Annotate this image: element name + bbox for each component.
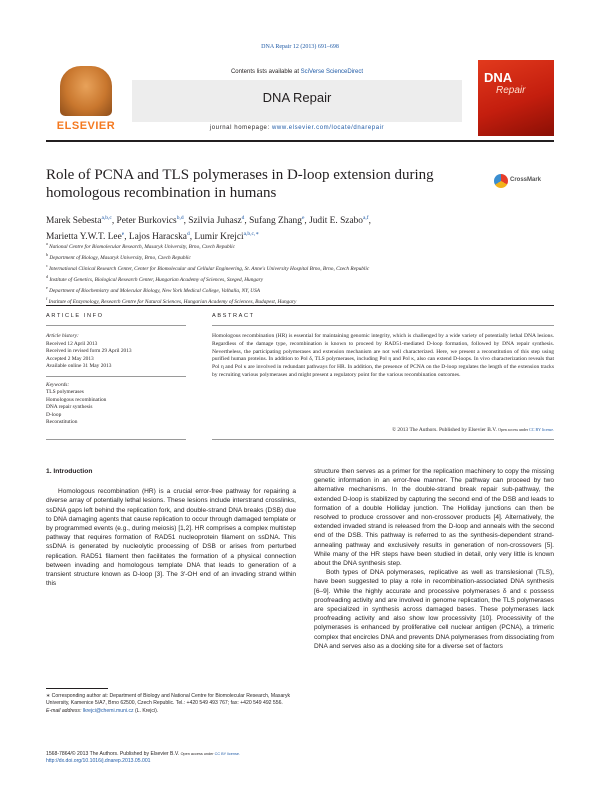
abstract-bottom-rule — [212, 439, 554, 440]
banner-divider — [46, 140, 554, 142]
author-affil-marker[interactable]: e — [121, 231, 125, 238]
homepage-link[interactable]: www.elsevier.com/locate/dnarepair — [271, 125, 385, 131]
history-item: Available online 31 May 2013 — [46, 363, 112, 369]
affiliation-item: $^e$ Department of Biochemistry and Molecular Biology, New York Medical College, Valhalla, NY, USA — [46, 285, 260, 295]
body-paragraph: Homologous recombination (HR) is a crucial error-free pathway for repairing a diverse array of potentially lethal lesions. These lesions include interstrand crosslinks, ssDNA gaps left behind the replication fork, and double-strand DNA breaks (DSB) due to DNA damaging agents that cause replication to occur through damaged template or by programmed events (e.g., during meiosis) [1,2]. HR comprises a complex multistep pathway that requires formation of RAD51 nucleoprotein filament on ssDNA. This ssDNA is generated by nucleolytic processing of DSB or arises from perturbed replication. RAD51 filament then facilitates the formation of a physical connection between invading and homologous template DNA that leads to generation of a transient structure known as D-loop [3]. The 3′-OH end of an invading strand within this — [46, 488, 296, 588]
author-affil-marker[interactable]: a,f — [362, 215, 369, 221]
article-info — [46, 333, 186, 427]
author-affil-marker[interactable]: d — [186, 231, 190, 238]
abstract-text: Homologous recombination (HR) is essential for maintaining genomic integrity, which is challenged by a wide variety of potentially lethal DNA lesions. Regardless of the damage type, recombination is known to proceed by RAD51-mediated D-loop formation, followed by DNA repair synthesis. Nevertheless, the participating polymerases and extension mechanism are not well characterized. Here, we present a reconstitution of this step using purified human proteins. In addition to Pol δ, TLS polymerases, including Pol η and Pol κ, also can extend D-loops. In vivo characterization reveals that Pol η and Pol κ are involved in redundant pathways for HR. In addition, the presence of PCNA on the D-loop regulates the length of the extension tracks by recruiting various polymerases and might present a regulatory point for the various recombination outcomes. — [212, 333, 554, 378]
elsevier-tree-icon — [60, 66, 112, 116]
corresponding-author-footnote: ∗ Corresponding author at: Department of Biology and National Centre for Biomolecular Research, Masaryk University, Kamenice 5/A7, Brno 62500, Czech Republic. Tel.: +420 549 493 767; fax: +420 549 492 556. E-mail address: lkrejci@chemi.muni.cz (L. Krejci). — [46, 693, 291, 714]
info-bottom-rule — [46, 439, 186, 440]
abstract-heading-rule — [212, 325, 554, 326]
crossmark-icon — [494, 174, 508, 188]
crossmark-label: CrossMark — [510, 177, 542, 183]
body-right-column — [314, 467, 554, 651]
elsevier-wordmark: ELSEVIER — [56, 120, 116, 132]
running-header: DNA Repair 12 (2013) 691–698 — [261, 44, 339, 50]
keyword-item: TLS polymerases — [46, 389, 84, 395]
cover-title-repair: Repair — [496, 85, 526, 96]
affiliation-item: $^d$ Institute of Genetics, Biological Research Center, Hungarian Academy of Sciences, Szeged, Hungary — [46, 274, 264, 283]
history-item: Received 12 April 2013 — [46, 340, 98, 347]
elsevier-logo — [46, 64, 126, 134]
journal-homepage-line — [132, 125, 462, 131]
info-heading-rule — [46, 325, 186, 326]
contents-prefix: Contents lists available at — [230, 69, 301, 75]
author: Marek Sebesta — [46, 216, 102, 227]
copyright-line: © 2013 The Authors. Published by Elsevier B.V. Open access under CC BY license. — [391, 427, 554, 433]
journal-banner — [46, 56, 554, 144]
doi-link[interactable]: http://dx.doi.org/10.1016/j.dnarep.2013.05.001 — [46, 758, 151, 765]
author: Peter Burkovics — [116, 216, 177, 227]
keyword-item: Reconstitution — [46, 419, 78, 425]
author-affil-marker[interactable]: a,b,c — [101, 215, 112, 221]
keyword-item: D-loop — [46, 411, 62, 418]
affiliation-item: $^b$ Department of Biology, Masaryk University, Brno, Czech Republic — [46, 252, 191, 261]
abstract-heading: ABSTRACT — [212, 313, 255, 319]
footnote-rule — [46, 688, 108, 689]
author-affil-marker[interactable]: e — [301, 215, 305, 221]
affiliation-item: $^a$ National Centre for Biomolecular Research, Masaryk University, Brno, Czech Republic — [46, 241, 235, 250]
author-affil-marker[interactable]: d — [241, 215, 245, 221]
sciencedirect-link[interactable]: SciVerse ScienceDirect — [300, 69, 364, 75]
author: Lajos Haracska — [128, 232, 187, 243]
article-info-heading: ARTICLE INFO — [46, 313, 104, 319]
keywords-label: Keywords: — [46, 381, 70, 388]
keyword-item: DNA repair synthesis — [46, 404, 93, 410]
affiliation-item: $^c$ International Clinical Research Center, Center for Biomolecular and Cellular Engineering, St. Anne's University Hospital Brno, Brno, Czech Republic — [46, 263, 370, 272]
author-affil-marker[interactable]: a,b,c,∗ — [243, 231, 260, 238]
email-link[interactable]: lkrejci@chemi.muni.cz — [82, 707, 134, 714]
author: Lumir Krejci — [194, 232, 244, 243]
page-footer: 1568-7864/© 2013 The Authors. Published by Elsevier B.V. Open access under CC BY license. http://dx.doi.org/10.1016/j.dnarep.2013.05.001 — [46, 751, 346, 766]
keyword-item: Homologous recombination — [46, 396, 107, 403]
contents-line — [132, 69, 462, 75]
body-left-column — [46, 467, 296, 588]
author: Marietta Y.W.T. Lee — [46, 232, 122, 243]
info-divider — [46, 376, 186, 377]
article-title: Role of PCNA and TLS polymerases in D-loop extension during homologous recombination in humans — [46, 167, 434, 201]
affiliation-list — [46, 240, 554, 306]
info-top-rule — [46, 305, 554, 306]
author-list: Marek Sebesta$^{a,b,c}$, Peter Burkovics$^{b,d}$, Szilvia Juhasz$^d$, Sufang Zhang$^e$, Judit E. Szabo$^{a,f}$, Marietta Y.W.T. Lee$^e$, Lajos Haracska$^d$, Lumir Krejci$^{a,b,c,∗}$ — [46, 215, 371, 243]
author: Sufang Zhang — [249, 216, 302, 227]
body-paragraph: Both types of DNA polymerases, replicative as well as translesional (TLS), have been suggested to play a role in recombination-associated DNA synthesis [6–9]. While the highly accurate and processive polymerases δ and ε possess proofreading activity and are involved in genome replication, the TLS polymerases are specialized in synthesis across damaged bases. These polymerases lack proofreading activity and also show low processivity [10]. Processivity of the polymerases is enhanced by proliferative cell nuclear antigen (PCNA), a trimeric complex that encircles DNA and prevents DNA polymerases from dissociating from DNA and serves also as a docking site for a diverse set of factors — [314, 569, 554, 650]
author-affil-marker[interactable]: b,d — [176, 215, 184, 221]
history-item: Accepted 2 May 2013 — [46, 355, 94, 362]
affiliation-item: $^f$ Institute of Enzymology, Research Centre for Natural Sciences, Hungarian Academy of Sciences, Budapest, Hungary — [46, 296, 297, 306]
author: Judit E. Szabo — [309, 216, 363, 227]
body-paragraph: structure then serves as a primer for the replication machinery to copy the missing genetic information in an error-free manner. The pathway can proceed by two alternative mechanisms. In the double-strand break repair sub-pathway, the extended D-loop is stabilized by capturing the second end of the DSB and leads to formation of a double Holliday junction. The Holliday junctions can then be resolved to produce crossover and non-crossover products [4]. Alternatively, the extended invaded strand is released from the D-loop and anneals with the second end of the DSB. This pathway is referred to as the synthesis-dependent strand-annealing pathway and exclusively results in generation of non-crossovers [5]. While many of the HR steps have been studied in detail, only very little is known about the DNA synthesis step. — [314, 468, 554, 568]
history-label: Article history: — [46, 333, 79, 339]
journal-cover-image — [478, 60, 554, 136]
section-heading: 1. Introduction — [46, 468, 93, 475]
footer-license-link[interactable]: CC BY license. — [214, 752, 241, 756]
journal-masthead — [132, 56, 462, 136]
cc-by-license-link[interactable]: CC BY license. — [529, 427, 554, 432]
history-item: Received in revised form 29 April 2013 — [46, 348, 132, 354]
journal-title: DNA Repair — [262, 90, 332, 105]
homepage-prefix: journal homepage: — [209, 125, 272, 131]
author: Szilvia Juhasz — [188, 216, 242, 227]
cover-title-dna: DNA — [484, 70, 513, 85]
crossmark-badge[interactable] — [494, 174, 554, 190]
